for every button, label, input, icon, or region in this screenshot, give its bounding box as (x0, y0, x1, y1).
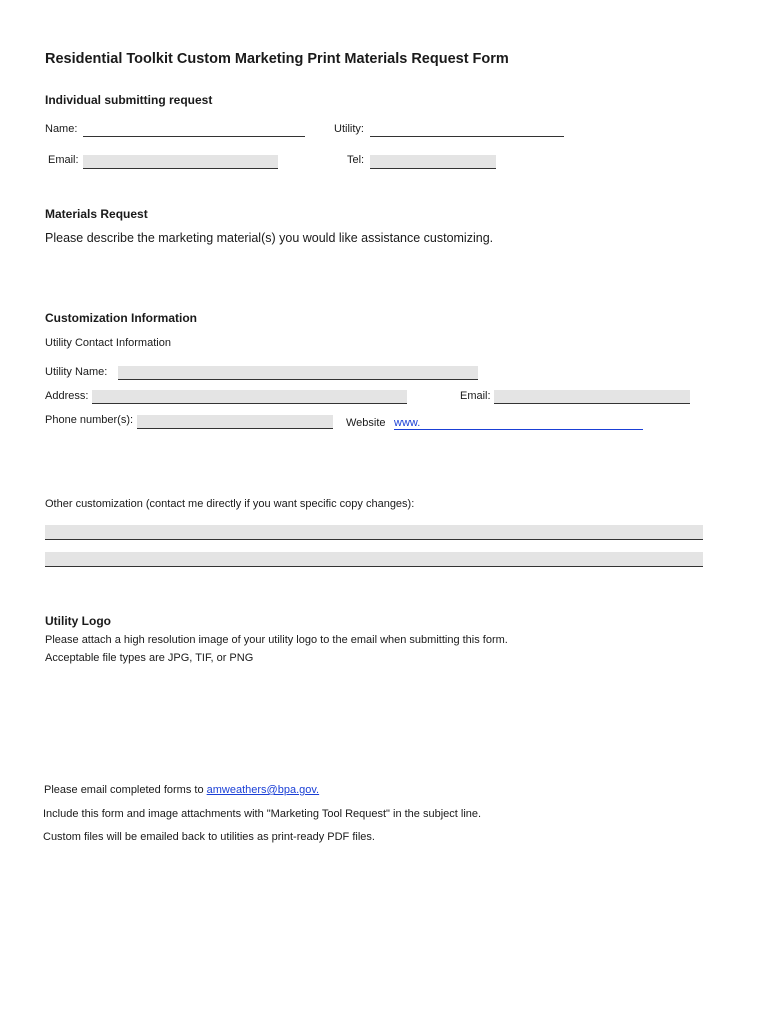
email-link[interactable]: amweathers@bpa.gov. (206, 784, 320, 796)
form-title: Residential Toolkit Custom Marketing Print Materials Request Form (45, 51, 509, 67)
website-label: Website (346, 417, 386, 429)
email-instructions-text: Please email completed forms to (44, 784, 207, 796)
name-field[interactable] (83, 123, 305, 137)
subject-line-instructions: Include this form and image attachments with "Marketing Tool Request" in the subject line. (43, 808, 482, 820)
other-customization-line-2[interactable] (45, 552, 703, 567)
customization-heading: Customization Information (45, 311, 197, 325)
contact-email-label: Email: (460, 390, 491, 402)
email-field[interactable] (83, 155, 278, 169)
other-customization-line-1[interactable] (45, 525, 703, 540)
phone-field[interactable] (137, 415, 333, 429)
materials-heading: Materials Request (45, 207, 148, 221)
tel-label: Tel: (347, 154, 365, 166)
address-field[interactable] (92, 390, 407, 404)
website-prefix: www. (394, 417, 421, 429)
tel-field[interactable] (370, 155, 496, 169)
phone-label: Phone number(s): (45, 414, 134, 426)
utility-label: Utility: (334, 123, 364, 135)
logo-heading: Utility Logo (45, 614, 111, 628)
materials-prompt: Please describe the marketing material(s) you would like assistance customizing. (45, 231, 494, 245)
logo-instructions: Please attach a high resolution image of your utility logo to the email when submitting this form. (45, 634, 508, 646)
email-instructions (44, 784, 319, 796)
email-label: Email: (48, 154, 79, 166)
website-field[interactable] (394, 429, 643, 430)
utility-contact-subheading: Utility Contact Information (45, 337, 171, 349)
utility-name-field[interactable] (118, 366, 478, 380)
logo-file-types: Acceptable file types are JPG, TIF, or PNG (45, 652, 254, 664)
utility-field[interactable] (370, 123, 564, 137)
other-customization-label: Other customization (contact me directly if you want specific copy changes): (45, 498, 415, 510)
utility-name-label: Utility Name: (45, 366, 108, 378)
name-label: Name: (45, 123, 78, 135)
address-label: Address: (45, 390, 89, 402)
individual-heading: Individual submitting request (45, 93, 213, 107)
contact-email-field[interactable] (494, 390, 690, 404)
return-instructions: Custom files will be emailed back to utilities as print-ready PDF files. (43, 831, 375, 843)
